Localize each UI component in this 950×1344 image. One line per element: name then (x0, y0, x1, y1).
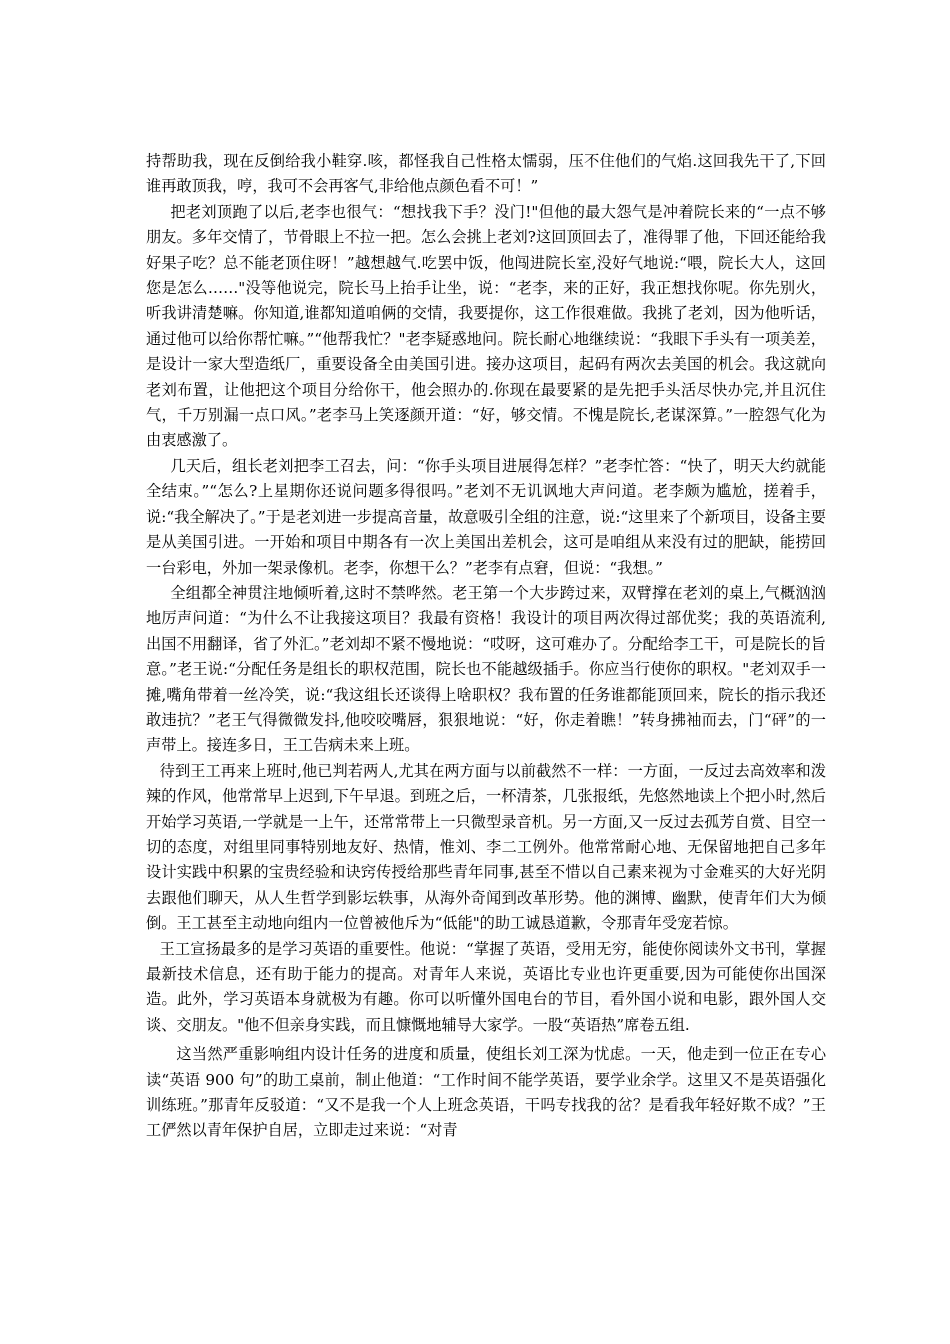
article-body (146, 149, 826, 1144)
paragraph-3: 几天后，组长老刘把李工召去，问：“你手头项目进展得怎样？”老李忙答：“快了，明天大约就能全结束。”“怎么?上星期你还说问题多得很吗。”老刘不无讥讽地大声问道。老李颇为尴尬，搓着手，说:“我全解决了。”于是老刘进一步提高音量，故意吸引全组的注意，说:“这里来了个新项目，设备主要是从美国引进。一开始和项目中期各有一次上美国出差机会，这可是咱组从来没有过的肥缺，能捞回一台彩电，外加一架录像机。老李，你想干么？”老李有点窘，但说：“我想。” (146, 456, 826, 577)
paragraph-7: 这当然严重影响组内设计任务的进度和质量，使组长刘工深为忧虑。一天，他走到一位正在专心读“英语 900 句”的助工桌前，制止他道：“工作时间不能学英语，要学业余学。这里又不是英语强化训练班。”那青年反驳道：“又不是我一个人上班念英语，干吗专找我的岔？是看我年轻好欺不成？”王工俨然以青年保护自居，立即走过来说：“对青 (146, 1045, 826, 1140)
paragraph-2: 把老刘顶跑了以后,老李也很气：“想找我下手？没门!"但他的最大怨气是冲着院长来的“一点不够朋友。多年交情了，节骨眼上不拉一把。怎么会挑上老刘?这回顶回去了，准得罪了他，下回还能给我好果子吃？总不能老顶住呀！”越想越气.吃罢中饭，他闯进院长室,没好气地说:“喂，院长大人，这回您是怎么……"没等他说完，院长马上抬手让坐，说：“老李，来的正好，我正想找你呢。你先别火，听我讲清楚嘛。你知道,谁都知道咱俩的交情，我要提你，这工作很难做。我挑了老刘，因为他听话，通过他可以给你帮忙嘛。”“他帮我忙？"老李疑惑地问。院长耐心地继续说：“我眼下手头有一项美差，是设计一家大型造纸厂，重要设备全由美国引进。接办这项目，起码有两次去美国的机会。我这就向老刘布置，让他把这个项目分给你干，他会照办的.你现在最要紧的是先把手头活尽快办完,并且沉住气，千万别漏一点口风。”老李马上笑逐颜开道：“好，够交情。不愧是院长,老谋深算。”一腔怨气化为由衷感激了。 (146, 202, 826, 450)
paragraph-1: 持帮助我，现在反倒给我小鞋穿.咳，都怪我自己性格太懦弱，压不住他们的气焰.这回我先干了,下回谁再敢顶我，哼，我可不会再客气,非给他点颜色看不可！” (146, 152, 826, 196)
paragraph-4: 全组都全神贯注地倾听着,这时不禁哗然。老王第一个大步跨过来，双臂撑在老刘的桌上,气概汹汹地厉声问道：“为什么不让我接这项目？我最有资格！我设计的项目两次得过部优奖；我的英语流利,出国不用翻译，省了外汇。”老刘却不紧不慢地说：“哎呀，这可难办了。分配给李工干，可是院长的旨意。”老王说:“分配任务是组长的职权范围，院长也不能越级插手。你应当行使你的职权。"老刘双手一摊,嘴角带着一丝冷笑，说:“我这组长还谈得上啥职权？我布置的任务谁都能顶回来，院长的指示我还敢违抗？”老王气得微微发抖,他咬咬嘴唇，狠狠地说：“好，你走着瞧！”转身拂袖而去，门“砰”的一声带上。接连多日，王工告病未来上班。 (146, 583, 826, 755)
paragraph-6: 王工宣扬最多的是学习英语的重要性。他说：“掌握了英语，受用无穷，能使你阅读外文书刊，掌握最新技术信息，还有助于能力的提高。对青年人来说，英语比专业也许更重要,因为可能使你出国深造。此外，学习英语本身就极为有趣。你可以听懂外国电台的节目，看外国小说和电影，跟外国人交谈、交朋友。"他不但亲身实践，而且慷慨地辅导大家学。一股“英语热”席卷五组. (146, 939, 826, 1034)
paragraph-5: 待到王工再来上班时,他已判若两人,尤其在两方面与以前截然不一样：一方面，一反过去高效率和泼辣的作风，他常常早上迟到,下午早退。到班之后，一杯清茶，几张报纸，先悠然地读上个把小时,然后开始学习英语,一学就是一上午，还常常带上一只微型录音机。另一方面,又一反过去孤芳自赏、目空一切的态度，对组里同事特别地友好、热情，惟刘、李二工例外。他常常耐心地、无保留地把自己多年设计实践中积累的宝贵经验和诀窍传授给那些青年同事,甚至不惜以自己素来视为寸金难买的大好光阴去跟他们聊天，从人生哲学到影坛轶事，从海外奇闻到改革形势。他的渊博、幽默，使青年们大为倾倒。王工甚至主动地向组内一位曾被他斥为“低能"的助工诚恳道歉，令那青年受宠若惊。 (146, 761, 826, 933)
